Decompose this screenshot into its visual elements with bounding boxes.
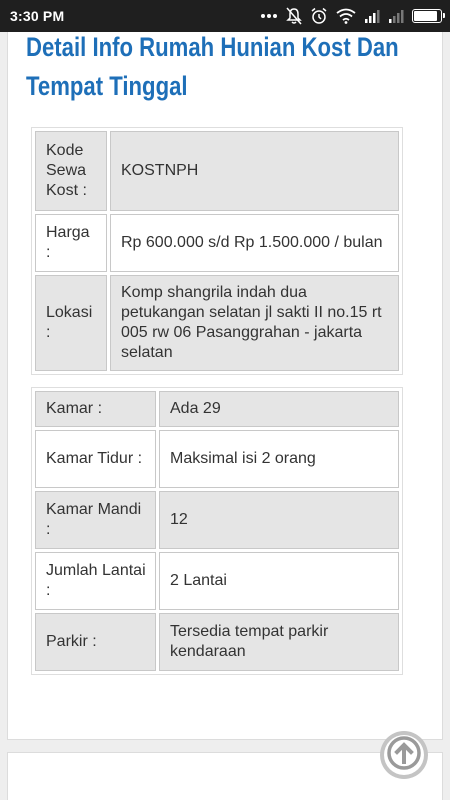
- value-harga: Rp 600.000 s/d Rp 1.500.000 / bulan: [110, 214, 399, 272]
- signal-icon: [364, 9, 380, 23]
- table-row: [35, 391, 399, 427]
- value-kamar-mandi: 12: [159, 491, 399, 549]
- next-card: [7, 752, 443, 800]
- label-harga: Harga :: [35, 214, 107, 272]
- mute-icon: [286, 7, 302, 25]
- arrow-up-circle-icon: [387, 736, 421, 775]
- info-table: [31, 127, 403, 375]
- status-time: 3:30 PM: [10, 8, 65, 24]
- battery-icon: [412, 9, 442, 23]
- value-kamar-tidur: Maksimal isi 2 orang: [159, 430, 399, 488]
- alarm-icon: [310, 7, 328, 25]
- label-kamar: Kamar :: [35, 391, 156, 427]
- table-row: [35, 613, 399, 671]
- label-jumlah-lantai: Jumlah Lantai :: [35, 552, 156, 610]
- value-parkir: Tersedia tempat parkir kendaraan: [159, 613, 399, 671]
- table-row: [35, 491, 399, 549]
- signal-icon: [388, 9, 404, 23]
- wifi-icon: [336, 8, 356, 24]
- value-lokasi: Komp shangrila indah dua petukangan selatan jl sakti II no.15 rt 005 rw 06 Pasanggrahan - jakarta selatan: [110, 275, 399, 371]
- dots-icon: [260, 13, 278, 19]
- table-row: [35, 214, 399, 272]
- label-kamar-mandi: Kamar Mandi :: [35, 491, 156, 549]
- facility-table: [31, 387, 403, 675]
- table-row: [35, 275, 399, 371]
- label-lokasi: Lokasi :: [35, 275, 107, 371]
- scroll-top-button[interactable]: [380, 731, 428, 779]
- value-kode-sewa: KOSTNPH: [110, 131, 399, 211]
- table-row: [35, 430, 399, 488]
- table-row: [35, 131, 399, 211]
- label-parkir: Parkir :: [35, 613, 156, 671]
- value-kamar: Ada 29: [159, 391, 399, 427]
- label-kode-sewa: Kode Sewa Kost :: [35, 131, 107, 211]
- page-title: Detail Info Rumah Hunian Kost Dan Tempat Tinggal: [26, 32, 399, 101]
- table-row: [35, 552, 399, 610]
- label-kamar-tidur: Kamar Tidur :: [35, 430, 156, 488]
- value-jumlah-lantai: 2 Lantai: [159, 552, 399, 610]
